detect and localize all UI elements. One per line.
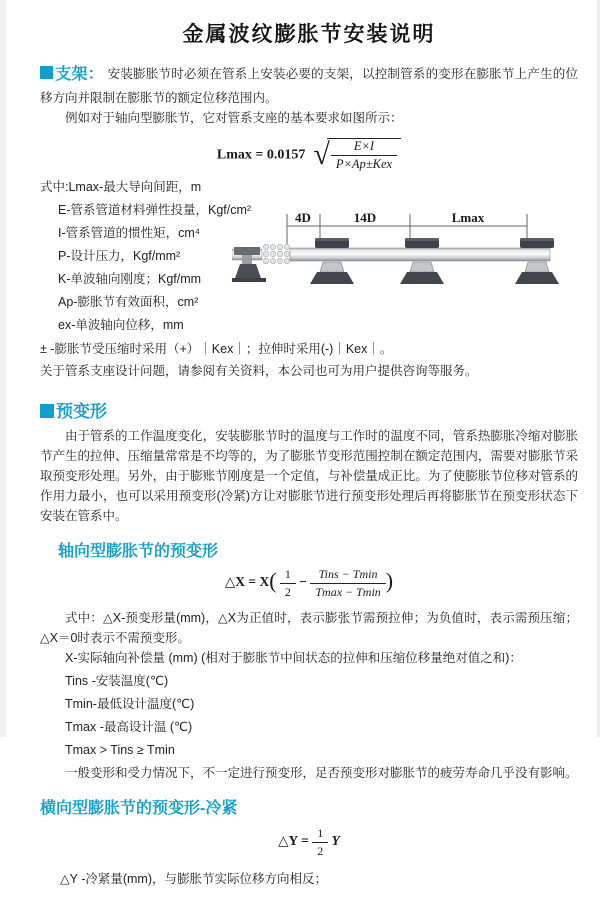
lateral-formula (40, 826, 578, 859)
lateral-formula-rhs: Y (331, 833, 340, 849)
temp-fraction (310, 567, 385, 600)
one-half-fraction (280, 567, 296, 600)
consult-note: 关于管系支座设计问题，请参阅有关资料，本公司也可为用户提供咨询等服务。 (40, 363, 478, 378)
half-numerator: 1 (312, 826, 328, 843)
plus-minus-note: ± -膨胀节受压缩时采用（+）｜Kex｜；拉伸时采用(-)｜Kex｜。 (40, 341, 393, 356)
axial-explain: 式中：△X-预变形量(mm)，△X为正值时，表示膨张节需预拉伸；为负值时，表示需预压缩；△X＝0时表示不需预变形。 (40, 610, 578, 645)
axial-def-line: Tmin-最低设计温度(℃) (65, 696, 195, 711)
pipe (290, 248, 550, 261)
dim-label-lmax: Lmax (451, 209, 485, 225)
definition-line: K-单波轴向刚度；Kgf/mm (58, 271, 202, 286)
one-half-fraction (312, 826, 328, 859)
lmax-formula (40, 138, 578, 172)
half-numerator: 1 (280, 567, 296, 584)
radical-sign: √ (313, 137, 330, 171)
half-denominator: 2 (317, 843, 324, 858)
axial-note: 一般变形和受力情况下，不一定进行预变形，足否预变形对膨胀节的疲劳寿命几乎没有影响。 (65, 765, 578, 780)
temp-numerator: Tins − Tmin (310, 567, 385, 584)
support-example-line: 例如对于轴向型膨胀节，它对管系支座的基本要求如图所示： (65, 110, 403, 125)
sqrt-radical (313, 138, 401, 172)
lmax-formula-lead: Lmax = 0.0157 (216, 147, 306, 163)
definition-line: E-管系管道材料弹性投量，Kgf/cm² (58, 202, 252, 217)
axial-def-line: X-实际轴向补偿量 (mm) (相对于膨胀节中间状态的拉伸和压缩位移量绝对值之和)： (65, 650, 522, 665)
definition-line: Ap-膨胀节有效面积，cm² (58, 294, 199, 309)
axial-subheading: 轴向型膨胀节的预变形 (58, 542, 219, 560)
dim-label-14d: 14D (353, 209, 377, 225)
lateral-formula-lhs: △Y = (278, 833, 309, 849)
open-paren: ( (269, 568, 277, 594)
axial-def-line: Tins -安装温度(℃) (65, 673, 169, 688)
pipe-support-diagram (232, 208, 590, 310)
temp-denominator: Tmax − Tmin (315, 584, 381, 599)
axial-definitions (40, 648, 578, 760)
axial-formula (40, 567, 578, 600)
bellows-coils (263, 244, 289, 263)
support-paragraph (40, 62, 578, 108)
definitions-and-diagram (40, 178, 578, 335)
axial-def-line: Tmax -最高设计温 (℃) (65, 719, 193, 734)
support-section-heading: 支架： (55, 66, 104, 83)
predeform-heading-text: 预变形 (56, 401, 107, 421)
definition-line: 式中:Lmax-最大导向间距，m (40, 179, 202, 194)
section-square-icon (40, 404, 54, 418)
axial-def-line: Tmax > Tins ≥ Tmin (65, 742, 175, 757)
support-paragraph-text: 安装膨胀节时必须在管系上安装必要的支架，以控制管系的变形在膨胀节上产生的位移方向并限制在膨胀节的额定位移范围内。 (40, 67, 578, 105)
minus-sign: − (299, 574, 307, 590)
predeform-section-heading (40, 397, 578, 422)
lmax-denominator: P×Ap±Kex (335, 156, 393, 171)
lateral-note: △Y -冷紧量(mm)，与膨胀节实际位移方向相反； (60, 871, 328, 886)
half-denominator: 2 (284, 584, 291, 599)
definition-line: P-设计压力，Kgf/mm² (58, 248, 181, 263)
lmax-numerator: E×I (331, 139, 397, 156)
lateral-subheading: 横向型膨胀节的预变形-冷紧 (40, 799, 238, 817)
anchor-support (232, 247, 266, 282)
axial-formula-lhs: △X = X (224, 574, 270, 590)
definition-line: I-管系管道的惯性矩，cm⁴ (58, 225, 201, 240)
dim-label-4d: 4D (295, 209, 311, 225)
definition-line: ex-单波轴向位移，mm (58, 317, 184, 332)
section-square-icon (40, 66, 53, 79)
predeform-paragraph: 由于管系的工作温度变化，安装膨胀节时的温度与工作时的温度不同，管系热膨胀冷缩对膨胀节产生的拉伸、压缩量常常是不均等的，为了膨胀节变形范围控制在额定范围内，需要对膨胀节采取预变形处理。另外，由于膨账节刚度是一个定值，与补偿量成正比。为了使膨胀节位移对管系的作用力最小，也可以采用预变形(冷紧)方让对膨胀节进行预变形处理后再将膨胀节在预变形状态下安装在管系中。 (40, 428, 578, 523)
close-paren: ) (385, 568, 394, 594)
page-title: 金属波纹膨胀节安装说明 (182, 23, 436, 46)
